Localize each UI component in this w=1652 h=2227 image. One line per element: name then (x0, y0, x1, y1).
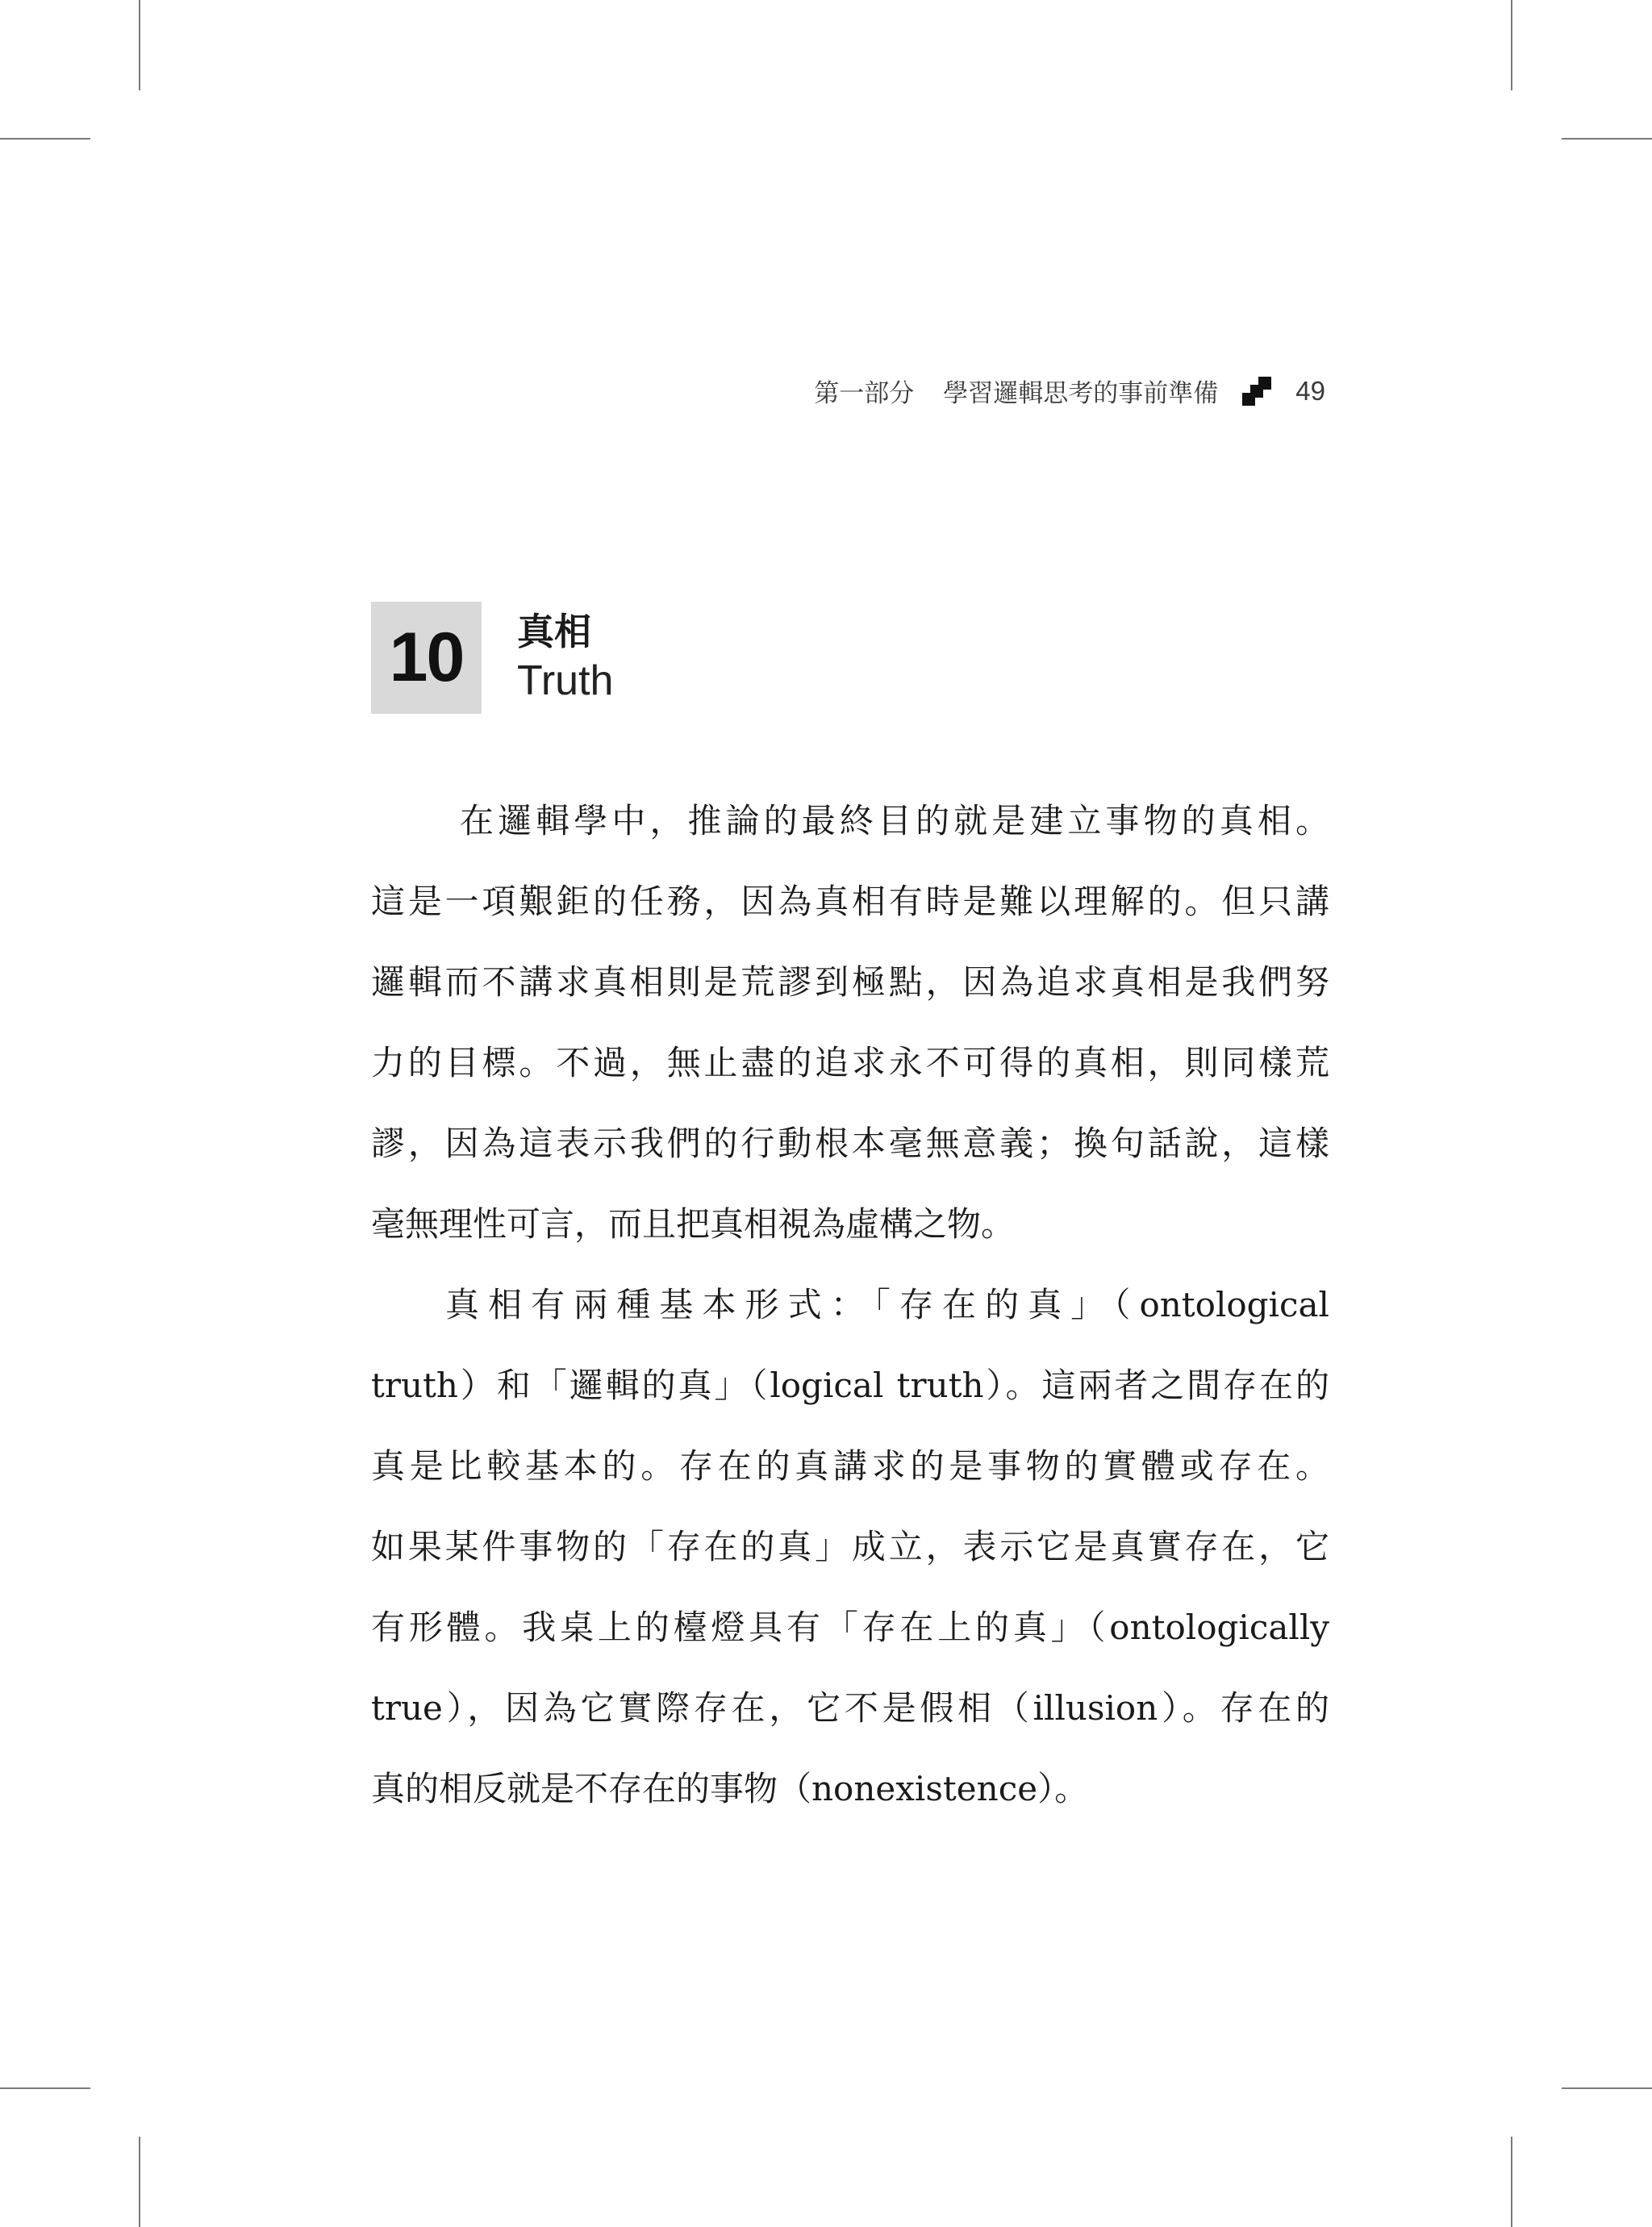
crop-mark-top-left-horizontal (0, 138, 90, 140)
section-title: 學習邏輯思考的事前準備 (943, 379, 1219, 408)
text-line: 這是一項艱鉅的任務，因為真相有時是難以理解的。但只講 (371, 882, 1329, 921)
text-line: 真相有兩種基本形式：「存在的真」（ontological (445, 1285, 1329, 1324)
text-line: 邏輯而不講求真相則是荒謬到極點，因為追求真相是我們努 (371, 962, 1329, 1002)
paragraph (371, 796, 1329, 1280)
paragraph (371, 1280, 1329, 1845)
chapter-title-zh: 真相 (517, 610, 591, 653)
text-line: true），因為它實際存在，它不是假相（illusion）。存在的 (371, 1688, 1329, 1728)
text-line: truth）和「邏輯的真」（logical truth）。這兩者之間存在的 (371, 1366, 1329, 1405)
body-text (371, 796, 1329, 1845)
text-line: 如果某件事物的「存在的真」成立，表示它是真實存在，它 (371, 1527, 1329, 1566)
text-line: 在邏輯學中，推論的最終目的就是建立事物的真相。 (460, 801, 1329, 840)
text-line: 謬，因為這表示我們的行動根本毫無意義；換句話說，這樣 (371, 1124, 1329, 1163)
text-line: 真的相反就是不存在的事物（nonexistence）。 (371, 1769, 1089, 1808)
text-line: 有形體。我桌上的檯燈具有「存在上的真」（ontologically (371, 1608, 1329, 1647)
crop-mark-bottom-left-horizontal (0, 2087, 90, 2089)
crop-mark-bottom-right-vertical (1511, 2137, 1512, 2227)
crop-mark-top-left-vertical (139, 0, 140, 90)
step-square-icon (1242, 377, 1271, 406)
running-header (814, 373, 1325, 409)
part-label: 第一部分 (814, 379, 915, 408)
text-line: 力的目標。不過，無止盡的追求永不可得的真相，則同樣荒 (371, 1043, 1329, 1082)
text-line: 毫無理性可言，而且把真相視為虛構之物。 (371, 1204, 1016, 1244)
crop-mark-top-right-horizontal (1562, 138, 1652, 140)
text-line: 真是比較基本的。存在的真講求的是事物的實體或存在。 (371, 1446, 1329, 1486)
crop-mark-top-right-vertical (1511, 0, 1512, 90)
crop-mark-bottom-left-vertical (139, 2137, 140, 2227)
chapter-number: 10 (371, 602, 482, 714)
crop-mark-bottom-right-horizontal (1562, 2087, 1652, 2089)
page-number: 49 (1295, 375, 1325, 406)
chapter-title-en: Truth (517, 657, 614, 704)
chapter-titles (517, 602, 613, 714)
chapter-heading (371, 602, 613, 714)
